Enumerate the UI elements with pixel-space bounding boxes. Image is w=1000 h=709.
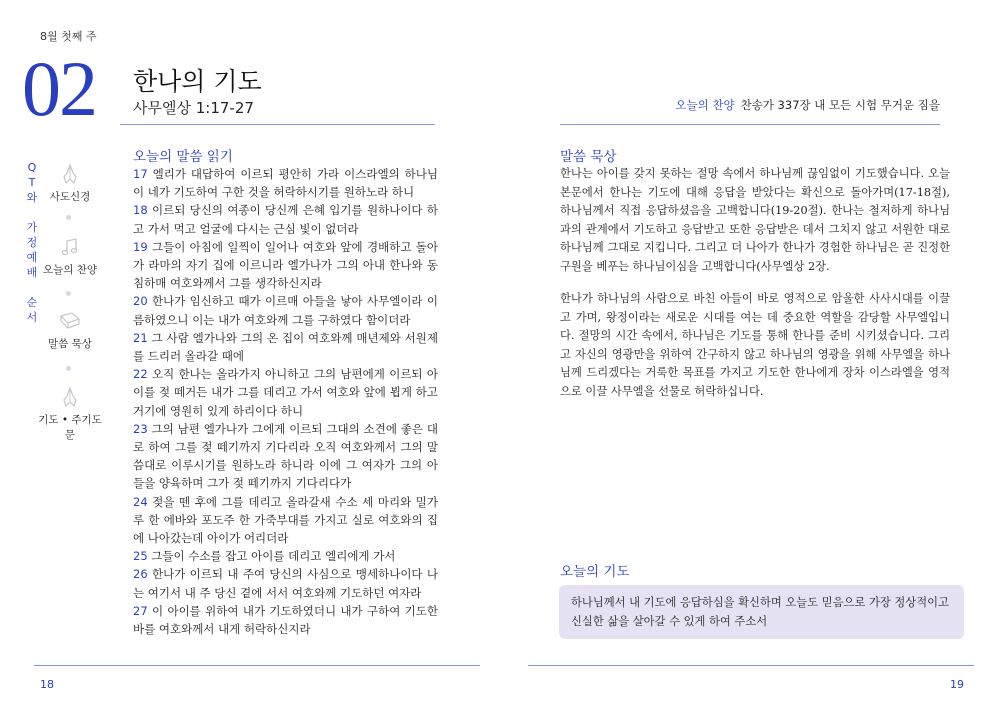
scripture-text — [133, 165, 438, 638]
verse-17 — [133, 167, 438, 199]
right-footer-rule — [528, 665, 974, 666]
sidebar-item-meditation — [42, 310, 98, 351]
vlabel-char: Q — [27, 161, 37, 174]
sidebar-item-label: 기도 • 주기도문 — [38, 414, 102, 441]
scripture-heading: 오늘의 말씀 읽기 — [133, 149, 233, 165]
vlabel-char: 정 — [26, 236, 38, 249]
lesson-number: 02 — [22, 45, 96, 132]
sidebar-item-creed — [42, 163, 98, 204]
verse-text: 엘리가 대답하여 이르되 평안히 가라 이스라엘의 하나님이 네가 기도하여 구한 것을 허락하시기를 원하노라 하니 — [133, 167, 438, 200]
sidebar-dot — [66, 215, 71, 220]
verse-number: 18 — [133, 203, 148, 218]
verse-text: 젖을 뗀 후에 그를 데리고 올라갈새 수소 세 마리와 밀가루 한 에바와 포도주 한 가죽부대를 가지고 실로 여호와의 집에 나아갔는데 아이가 어리더라 — [133, 494, 438, 546]
verse-number: 21 — [133, 330, 148, 345]
vlabel-char: 가 — [26, 221, 38, 234]
verse-number: 19 — [133, 239, 148, 254]
bible-book-icon — [58, 310, 82, 332]
hymn-label: 오늘의 찬양 — [675, 98, 735, 112]
sidebar-dot — [66, 366, 71, 371]
verse-text: 그들이 아침에 일찍이 일어나 여호와 앞에 경배하고 돌아가 라마의 자기 집에 이르니라 엘가나가 그의 아내 한나와 동침하매 여호와께서 그를 생각하신지라 — [133, 239, 438, 291]
sidebar-item-hymn — [42, 236, 98, 277]
verse-25 — [133, 549, 395, 563]
verse-number: 24 — [133, 494, 148, 509]
verse-text: 그들이 수소를 잡고 아이를 데리고 엘리에게 가서 — [147, 549, 396, 564]
page-number-right: 19 — [950, 678, 964, 691]
meditation-heading: 말씀 묵상 — [560, 149, 617, 165]
verse-27 — [133, 604, 438, 636]
vlabel-char: 서 — [26, 311, 38, 324]
verse-number: 27 — [133, 603, 148, 618]
hymn-line — [675, 97, 940, 113]
meditation-paragraph: 한나가 하나님의 사람으로 바친 아들이 바로 영적으로 암울한 사사시대를 이끌고 가며, 왕정이라는 새로운 시대를 여는 데 중요한 역할을 감당할 사무엘입니다. 절망의 시간 속에서, 하나님은 기도를 통해 한나를 준비 시키셨습니다. 그리고 자신의 영광만을 위하여 간구하지 않고 하나님의 영광을 위해 사무엘을 하나님께 드리겠다는 거룩한 목표를 가지고 기도한 한나에게 장차 이스라엘을 영적으로 이끌 사무엘을 선물로 허락하십니다. — [560, 292, 950, 398]
page-number-left: 18 — [40, 678, 54, 691]
verse-21 — [133, 331, 438, 363]
verse-text: 한나가 임신하고 때가 이르매 아들을 낳아 사무엘이라 이름하였으니 이는 내가 여호와께 그를 구하였다 함이더라 — [133, 294, 438, 327]
verse-text: 그의 남편 엘가나가 그에게 이르되 그대의 소견에 좋은 대로 하여 그를 젖 떼기까지 기다리라 오직 여호와께서 그의 말씀대로 이루시기를 원하노라 하니라 이에 그 여자가 그의 아들을 양육하며 그가 젖 떼기까지 기다리다가 — [133, 421, 438, 491]
verse-text: 이르되 당신의 여종이 당신께 은혜 입기를 원하나이다 하고 가서 먹고 얼굴에 다시는 근심 빛이 없더라 — [133, 203, 438, 236]
verse-text: 이 아이를 위하여 내가 기도하였더니 내가 구하여 기도한 바를 여호와께서 내게 허락하신지라 — [133, 603, 438, 637]
meditation-paragraph: 한나는 아이를 갖지 못하는 절망 속에서 하나님께 끊임없이 기도했습니다. 오늘 본문에서 한나는 기도에 대해 응답을 받았다는 확신으로 돌아가며(17-18절), 하나님께서 직접 응답하셨음을 고백합니다(19-20절). 한나는 철저하게 하나님과의 관계에서 기도하고 응답받고 또한 응답받은 데서 그치지 않고 서원한 대로 하나님께 그대로 지킵니다. 그리고 더 나아가 한나가 경험한 하나님은 곧 진정한 구원을 베푸는 하나님이심을 고백합니다(사무엘상 2장. — [560, 167, 950, 273]
verse-number: 25 — [133, 549, 148, 564]
sidebar-item-prayer — [34, 386, 106, 442]
sidebar-item-label: 오늘의 찬양 — [42, 264, 98, 276]
vertical-section-label — [24, 160, 40, 325]
verse-26 — [133, 567, 438, 599]
prayer-heading: 오늘의 기도 — [560, 564, 630, 580]
page-title: 한나의 기도 — [133, 67, 262, 96]
verse-text: 오직 한나는 올라가지 아니하고 그의 남편에게 이르되 아이를 젖 떼거든 내가 그를 데리고 가서 여호와 앞에 뵙게 하고 거기에 영원히 있게 하리이다 하니 — [133, 367, 438, 418]
verse-number: 23 — [133, 421, 148, 436]
left-footer-rule — [34, 665, 480, 666]
verse-19 — [133, 240, 438, 290]
verse-number: 17 — [133, 167, 148, 181]
left-header-rule — [120, 124, 435, 125]
vlabel-char: 예 — [26, 251, 38, 264]
verse-number: 20 — [133, 294, 148, 309]
music-note-icon — [59, 236, 81, 258]
praying-hands-icon — [59, 163, 81, 185]
hymn-text: 찬송가 337장 내 모든 시험 무거운 짐을 — [740, 98, 940, 112]
vlabel-char: 배 — [26, 266, 38, 279]
sidebar-item-label: 사도신경 — [49, 191, 91, 203]
verse-number: 26 — [133, 567, 148, 582]
sidebar-item-label: 말씀 묵상 — [48, 338, 92, 350]
verse-text: 그 사람 엘가나와 그의 온 집이 여호와께 매년제와 서원제를 드리러 올라갈 때에 — [133, 330, 438, 364]
verse-20 — [133, 294, 438, 326]
scripture-reference: 사무엘상 1:17-27 — [133, 99, 254, 117]
verse-number: 22 — [133, 367, 148, 382]
week-label: 8월 첫째 주 — [40, 30, 97, 43]
right-header-rule — [560, 124, 940, 125]
verse-22 — [133, 367, 438, 417]
praying-hands-icon — [59, 386, 81, 408]
prayer-box: 하나님께서 내 기도에 응답하심을 확신하며 오늘도 믿음으로 가장 정상적이고 신실한 삶을 살아갈 수 있게 하여 주소서 — [559, 585, 964, 639]
verse-24 — [133, 495, 438, 545]
sidebar-dot — [66, 291, 71, 296]
vlabel-char: T — [28, 176, 36, 189]
verse-18 — [133, 203, 438, 235]
vlabel-char: 순 — [26, 296, 38, 309]
verse-23 — [133, 422, 438, 491]
verse-text: 한나가 이르되 내 주여 당신의 사심으로 맹세하나이다 나는 여기서 내 주 당신 곁에 서서 여호와께 기도하던 여자라 — [133, 567, 438, 600]
vlabel-char: 와 — [26, 191, 38, 204]
